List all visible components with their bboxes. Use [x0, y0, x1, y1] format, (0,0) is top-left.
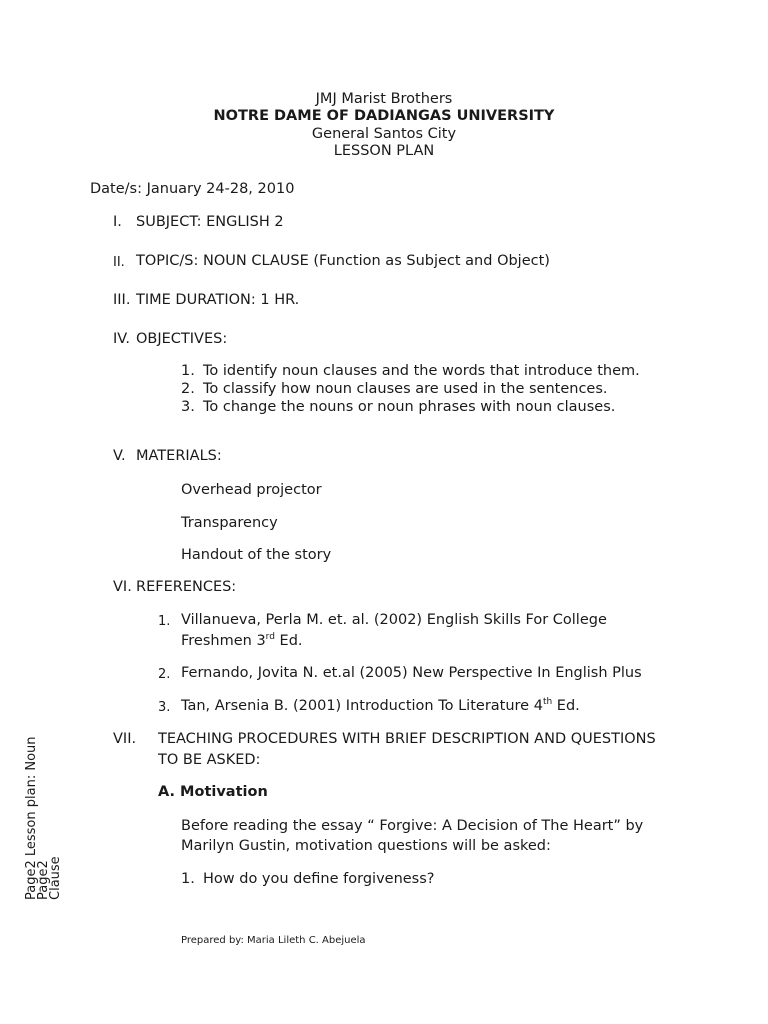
reference-item-line2: Freshmen 3rd Ed. — [181, 632, 303, 649]
section-teaching-procedures-line2: TO BE ASKED: — [158, 752, 261, 768]
objective-item: To change the nouns or noun phrases with noun clauses. — [203, 399, 616, 415]
reference-number: 3. — [158, 700, 171, 715]
section-number-5: V. — [113, 448, 126, 464]
material-item: Overhead projector — [181, 482, 322, 498]
section-objectives: OBJECTIVES: — [136, 331, 228, 347]
section-teaching-procedures-line1: TEACHING PROCEDURES WITH BRIEF DESCRIPTION AND QUESTIONS — [158, 731, 656, 747]
motivation-paragraph-line2: Marilyn Gustin, motivation questions will be asked: — [181, 838, 551, 854]
city-name: General Santos City — [311, 126, 457, 142]
section-number-1: I. — [113, 214, 122, 230]
side-label-line: Page2 — [36, 860, 51, 900]
reference-number: 2. — [158, 667, 171, 682]
objective-number: 3. — [181, 399, 195, 415]
school-motto: JMJ Marist Brothers — [315, 91, 453, 107]
section-time-duration: TIME DURATION: 1 HR. — [136, 292, 300, 308]
section-number-3: III. — [113, 292, 131, 308]
section-subject: SUBJECT: ENGLISH 2 — [136, 214, 284, 230]
objective-item: To classify how noun clauses are used in the sentences. — [203, 381, 608, 397]
document-title: LESSON PLAN — [333, 143, 435, 159]
question-number: 1. — [181, 871, 195, 887]
university-name: NOTRE DAME OF DADIANGAS UNIVERSITY — [213, 108, 555, 124]
reference-item-line1: Villanueva, Perla M. et. al. (2002) English Skills For College — [181, 612, 607, 628]
reference-number: 1. — [158, 614, 171, 629]
lesson-date: Date/s: January 24-28, 2010 — [90, 181, 295, 197]
side-label-line: Page2 Lesson plan: Noun — [24, 736, 39, 900]
prepared-by: Prepared by: Maria Lileth C. Abejuela — [181, 935, 366, 946]
objective-number: 1. — [181, 363, 195, 379]
section-materials: MATERIALS: — [136, 448, 222, 464]
motivation-paragraph-line1: Before reading the essay “ Forgive: A Decision of The Heart” by — [181, 818, 644, 834]
reference-item: Fernando, Jovita N. et.al (2005) New Perspective In English Plus — [181, 665, 642, 681]
motivation-question: How do you define forgiveness? — [203, 871, 435, 887]
motivation-heading: A. Motivation — [158, 784, 268, 800]
section-number-2: II. — [113, 255, 125, 270]
material-item: Transparency — [181, 515, 278, 531]
side-label-line: Clause — [48, 856, 63, 900]
reference-item: Tan, Arsenia B. (2001) Introduction To Literature 4th Ed. — [181, 697, 580, 714]
material-item: Handout of the story — [181, 547, 332, 563]
section-number-4: IV. — [113, 331, 130, 347]
section-topic: TOPIC/S: NOUN CLAUSE (Function as Subject and Object) — [136, 253, 550, 269]
objective-item: To identify noun clauses and the words that introduce them. — [203, 363, 640, 379]
section-number-7: VII. — [113, 731, 137, 747]
side-page-label — [26, 737, 62, 901]
section-references: REFERENCES: — [136, 579, 237, 595]
objective-number: 2. — [181, 381, 195, 397]
section-number-6: VI. — [113, 579, 132, 595]
